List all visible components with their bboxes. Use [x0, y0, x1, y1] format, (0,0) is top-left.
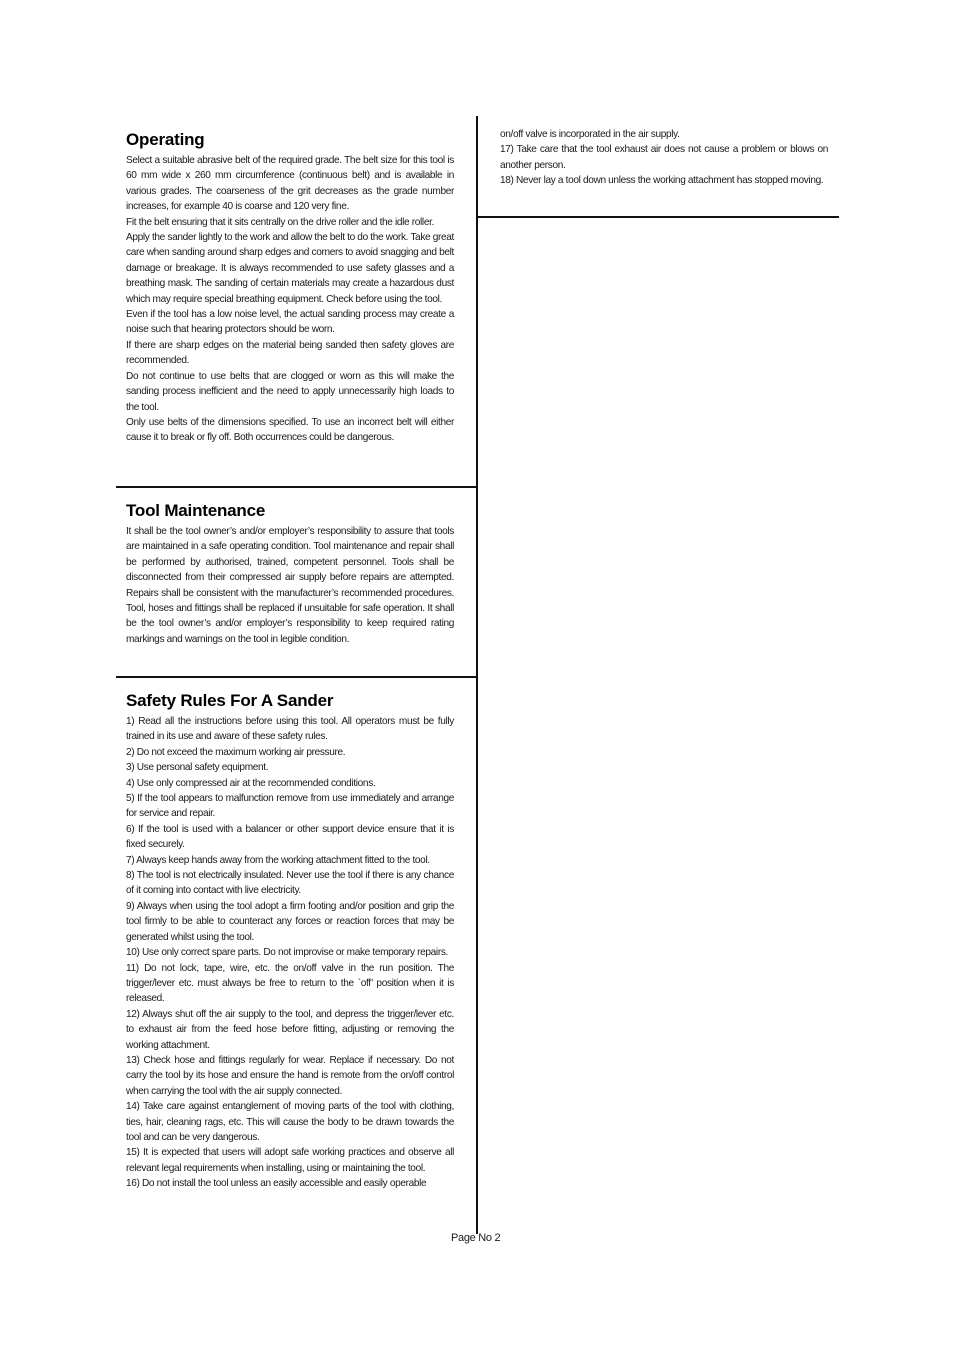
safety-rule: 9) Always when using the tool adopt a firm footing and/or position and grip the tool firmly to be able to counteract any forces or reaction forces that may be generated whilst using the tool.	[126, 900, 454, 943]
section-title: Safety Rules For A Sander	[126, 691, 334, 710]
safety-rule: 14) Take care against entanglement of moving parts of the tool with clothing, ties, hair, cleaning rags, etc. This will cause the body to be drawn towards the tool and can be very dangerous.	[126, 1101, 454, 1143]
paragraph: Even if the tool has a low noise level, the actual sanding process may create a noise such that hearing protectors should be worn.	[126, 309, 454, 336]
paragraph: If there are sharp edges on the material being sanded then safety gloves are recommended.	[126, 339, 454, 367]
safety-rule: 7) Always keep hands away from the working attachment fitted to the tool.	[126, 854, 430, 866]
safety-rule: 5) If the tool appears to malfunction remove from use immediately and arrange for service and repair.	[126, 793, 454, 820]
paragraph: Apply the sander lightly to the work and allow the belt to do the work. Take great care when sanding around sharp edges and corners to avoid snagging and belt damage or breakage. It is always recommended to use safety glasses and a breathing mask. The sanding of certain materials may create a hazardous dust which may require special breathing equipment. Check before using the tool.	[126, 232, 454, 305]
page-number: Page No 2	[451, 1232, 501, 1244]
safety-rule: 12) Always shut off the air supply to the tool, and depress the trigger/lever etc. to exhaust air from the feed hose before fitting, adjusting or removing the working attachment.	[126, 1008, 454, 1051]
safety-rule: on/off valve is incorporated in the air supply.	[500, 129, 680, 140]
column-divider	[476, 116, 478, 1234]
section-divider	[477, 216, 839, 218]
safety-rule: 4) Use only compressed air at the recommended conditions.	[126, 777, 376, 789]
section-title: Tool Maintenance	[126, 501, 266, 520]
safety-rule: 16) Do not install the tool unless an easily accessible and easily operable	[126, 1178, 427, 1190]
safety-rule: 3) Use personal safety equipment.	[126, 762, 269, 774]
paragraph: Select a suitable abrasive belt of the required grade. The belt size for this tool is 60 mm wide x 260 mm circumference (continuous belt) and is available in various grades. The coarseness of the grit decreases as the grade number increases, for example 40 is coarse and 120 very fine.	[126, 155, 454, 213]
tool-maintenance-section	[126, 500, 454, 647]
safety-rule: 18) Never lay a tool down unless the working attachment has stopped moving.	[500, 175, 824, 187]
safety-rule: 17) Take care that the tool exhaust air does not cause a problem or blows on another person.	[500, 144, 828, 171]
safety-rules-section	[126, 690, 454, 1192]
paragraph: Fit the belt ensuring that it sits centrally on the drive roller and the idle roller.	[126, 216, 435, 228]
safety-rule: 10) Use only correct spare parts. Do not improvise or make temporary repairs.	[126, 947, 448, 959]
safety-rules-continued	[500, 127, 828, 189]
paragraph: Do not continue to use belts that are clogged or worn as this will make the sanding process inefficient and the need to apply unnecessarily high loads to the tool.	[126, 370, 454, 413]
safety-rule: 6) If the tool is used with a balancer or other support device ensure that it is fixed securely.	[126, 823, 454, 851]
paragraph: Only use belts of the dimensions specified. To use an incorrect belt will either cause it to break or fly off. Both occurrences could be dangerous.	[126, 416, 454, 444]
paragraph: It shall be the tool owner’s and/or employer’s responsibility to assure that tools are maintained in a safe operating condition. Tool maintenance and repair shall be performed by authorised, trained, competent personnel. Tools shall be disconnected from their compressed air supply before repairs are attempted. Repairs shall be consistent with the manufacturer’s recommended procedures. Tool, hoses and fittings shall be replaced if unsuitable for safe operation. It shall be the tool owner’s and/or employer’s responsibility to keep required rating markings and warnings on the tool in legible condition.	[126, 526, 454, 645]
operating-section	[126, 129, 454, 446]
section-divider	[116, 676, 477, 678]
safety-rule: 1) Read all the instructions before using this tool. All operators must be fully trained in its use and aware of these safety rules.	[126, 716, 454, 743]
section-title: Operating	[126, 130, 205, 149]
safety-rule: 15) It is expected that users will adopt safe working practices and observe all relevant legal requirements when installing, using or maintaining the tool.	[126, 1147, 454, 1174]
safety-rule: 13) Check hose and fittings regularly for wear. Replace if necessary. Do not carry the tool by its hose and ensure the hand is remote from the on/off control when carrying the tool with the air supply connected.	[126, 1054, 454, 1097]
safety-rule: 2) Do not exceed the maximum working air pressure.	[126, 746, 346, 758]
safety-rule: 8) The tool is not electrically insulated. Never use the tool if there is any chance of it coming into contact with live electricity.	[126, 870, 454, 897]
section-divider	[116, 486, 477, 488]
safety-rule: 11) Do not lock, tape, wire, etc. the on/off valve in the run position. The trigger/lever etc. must always be free to return to the `off’ position when it is released.	[126, 962, 454, 1005]
